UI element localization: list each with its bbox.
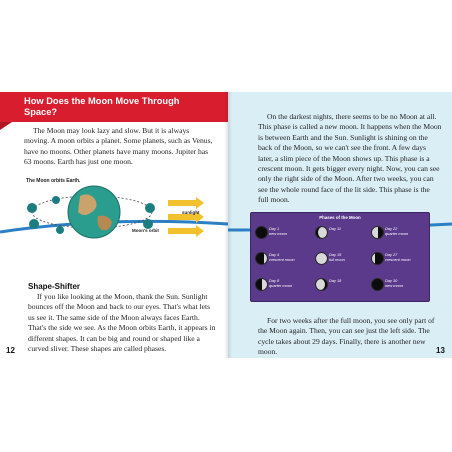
phases-board: [250, 212, 430, 302]
intro-paragraph: The Moon may look lazy and slow. But it is always moving. A moon orbits a planet. Some planets, such as Venus, have no moons. Other planets have many moons. Jupiter has 63 moons. Earth has just one moon.: [24, 126, 213, 167]
phases-board-title: Phases of the Moon: [319, 215, 361, 220]
phase-day-11: Day 11: [315, 226, 373, 244]
phase-day-1: Day 1 new moon: [255, 226, 313, 244]
phases-explanation: On the darkest nights, there seems to be no Moon at all. This phase is called a new moon. It happens when the Moon is between Earth and the Sun. Sunlight is shining on the back of the Moon, so we can't see the front. A few days later, a slim piece of the Moon shows up. This phase is a crescent moon. It gets bigger every night. Now, you can see only the right side of the Moon. After two weeks, you can see the whole round face of the lit side. This phase is the full moon.: [258, 112, 442, 205]
page-number-right: 13: [436, 346, 445, 355]
phase-day-27: Day 27 crescent moon: [371, 252, 429, 270]
phases-paragraph: If you like looking at the Moon, thank the Sun. Sunlight bounces off the Moon and back to our eyes. That's what lets us see it. The same side of the Moon always faces Earth. That's the side we see. As the Moon orbits Earth, it appears in different shapes. It can be big and round or shaped like a curved sliver. These shapes are called phases.: [28, 292, 216, 354]
phase-day-4: Day 4 crescent moon: [255, 252, 313, 270]
moon-waning-gibbous-icon: [315, 278, 328, 291]
book-spread: [0, 92, 452, 358]
moon-crescent-right-icon: [255, 252, 268, 265]
section-heading: How Does the Moon Move Through Space?: [24, 96, 180, 117]
orbit-label: Moon's orbit: [132, 228, 159, 233]
page-number-left: 12: [6, 346, 15, 355]
moon-crescent-left-icon: [371, 252, 384, 265]
phase-day-30: Day 30 new moon: [371, 278, 429, 296]
phase-day-18: Day 18: [315, 278, 373, 296]
phase-day-15: Day 15 full moon: [315, 252, 373, 270]
moon-new-icon: [255, 226, 268, 239]
moon-quarter-left-icon: [371, 226, 384, 239]
moon-new-icon-2: [371, 278, 384, 291]
phase-day-22: Day 22 quarter moon: [371, 226, 429, 244]
subheading: Shape-Shifter: [28, 282, 81, 291]
phase-day-8: Day 8 quarter moon: [255, 278, 313, 296]
sunlight-label: sunlight: [182, 210, 200, 215]
moon-full-icon: [315, 252, 328, 265]
moon-gibbous-icon: [315, 226, 328, 239]
moon-quarter-right-icon: [255, 278, 268, 291]
cycle-paragraph: For two weeks after the full moon, you see only part of the Moon again. Then, you can see just the left side. The cycle takes about 29 days. Finally, there is another new moon.: [258, 316, 435, 357]
diagram-caption: The Moon orbits Earth.: [26, 178, 81, 184]
